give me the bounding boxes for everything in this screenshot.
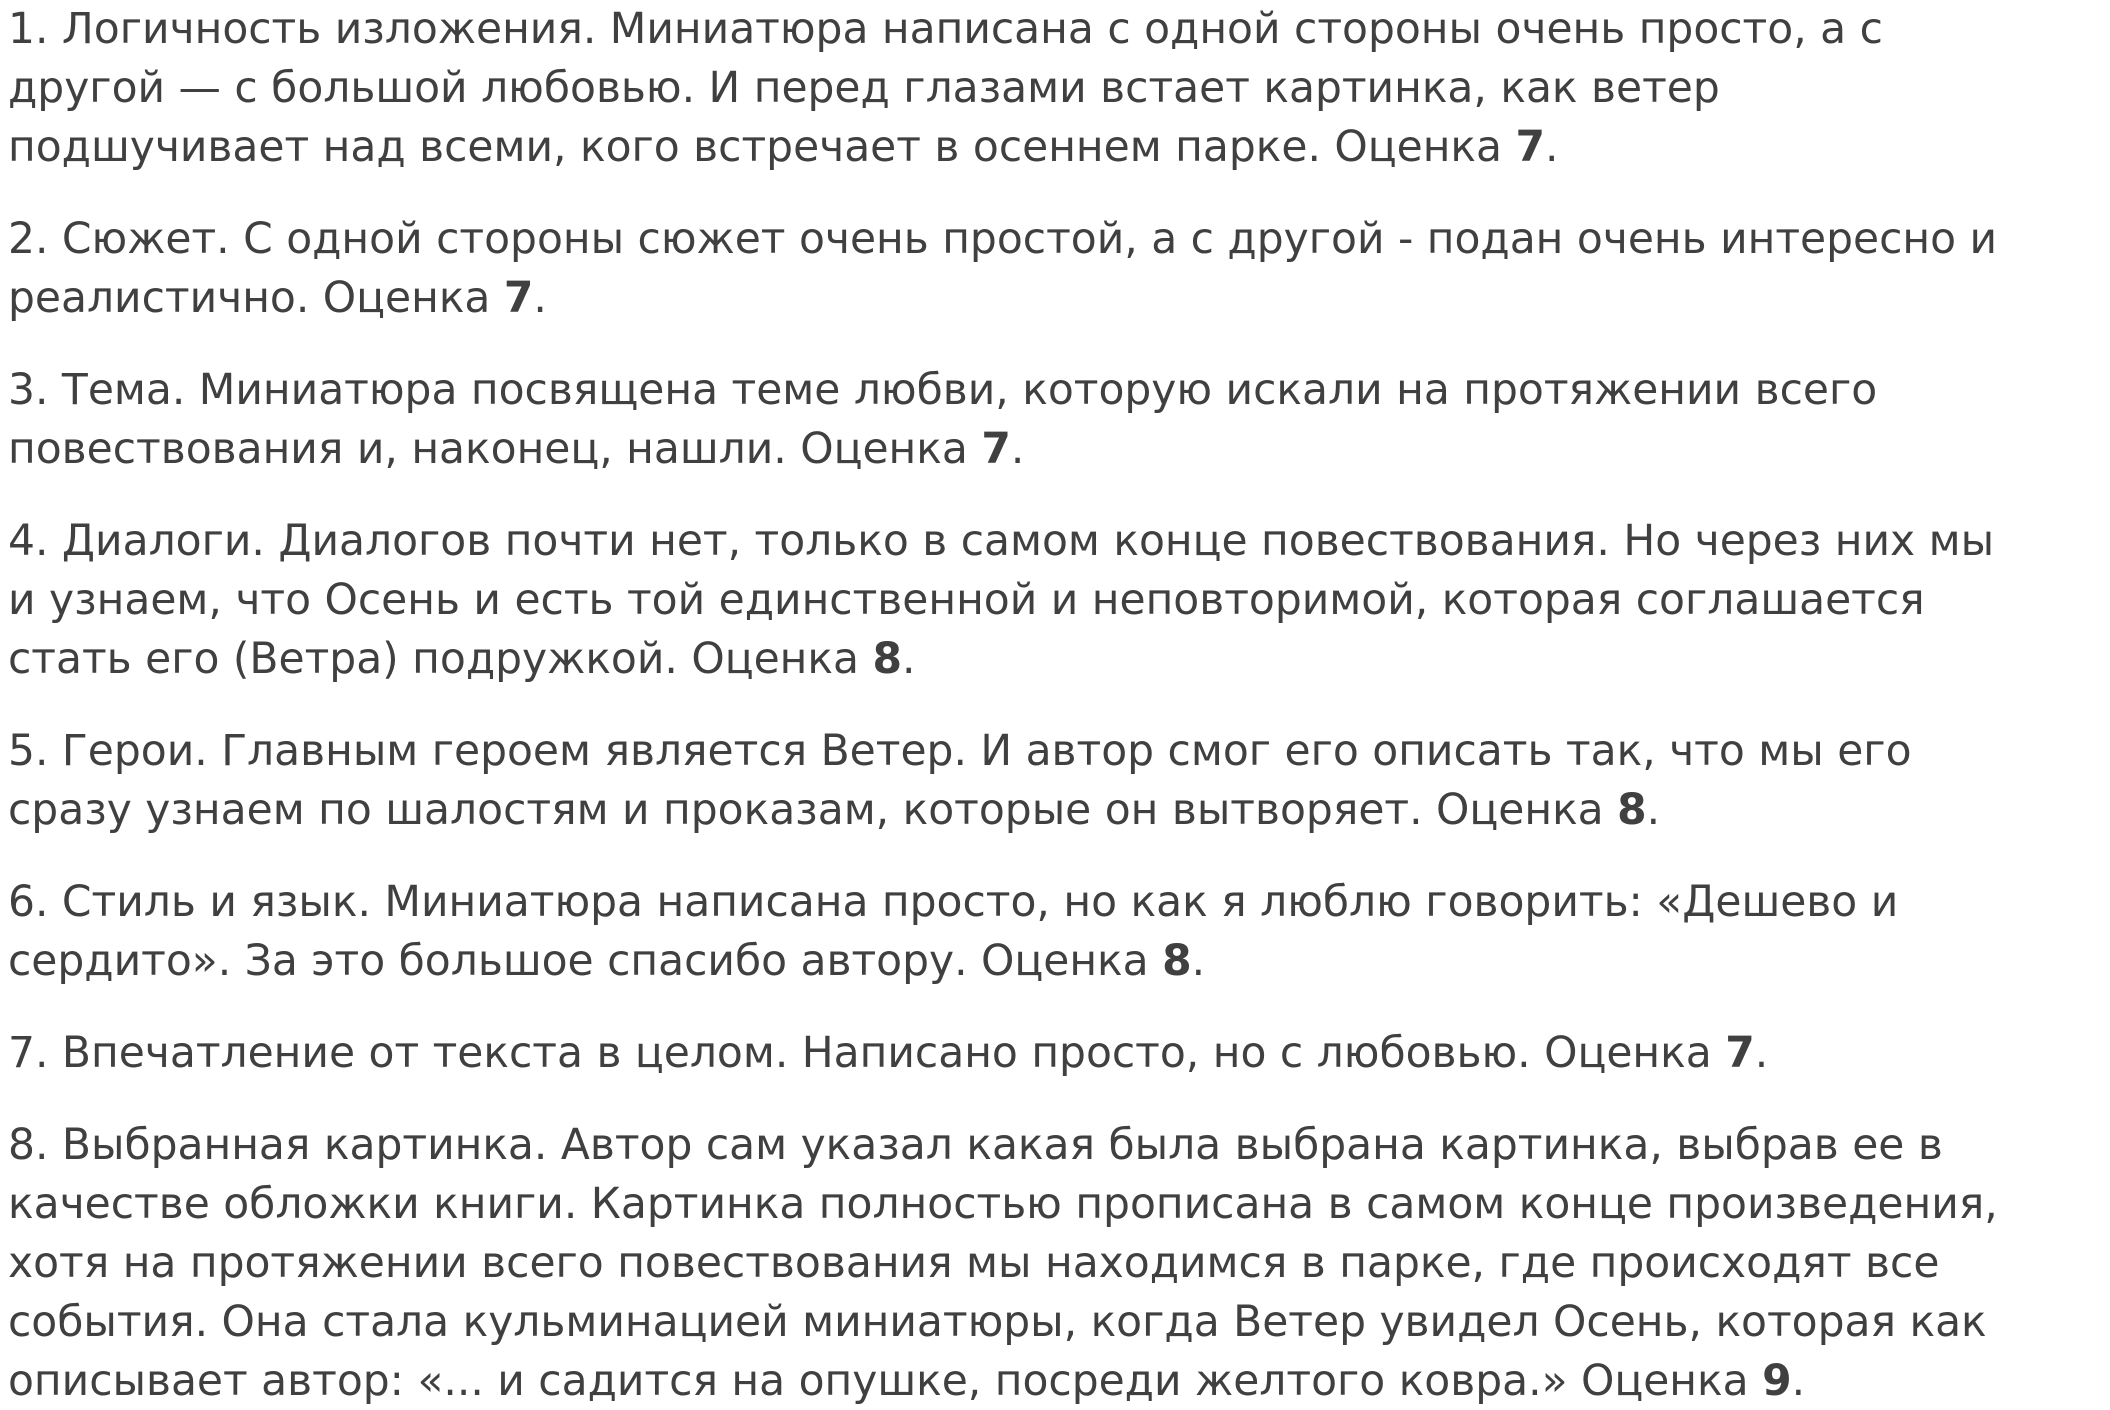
- review-line: и узнаем, что Осень и есть той единственной и неповторимой, которая соглашается: [8, 575, 1925, 624]
- period: .: [901, 634, 916, 683]
- review-line: события. Она стала кульминацией миниатюры, когда Ветер увидел Осень, которая как: [8, 1297, 1987, 1346]
- review-item-heroes: [8, 721, 2110, 839]
- review-line: [8, 419, 2110, 478]
- review-line: 3. Тема. Миниатюра посвящена теме любви, которую искали на протяжении всего: [8, 365, 1878, 414]
- review-line-text: подшучивает над всеми, кого встречает в осеннем парке. Оценка: [8, 122, 1516, 171]
- score-value: 8: [872, 634, 902, 683]
- review-line: [8, 1351, 2110, 1410]
- review-item-picture: [8, 1115, 2110, 1410]
- review-line: [8, 931, 2110, 990]
- review-line: качестве обложки книги. Картинка полностью прописана в самом конце произведения,: [8, 1179, 1998, 1228]
- review-line: [8, 117, 2110, 176]
- review-line: хотя на протяжении всего повествования мы находимся в парке, где происходят все: [8, 1238, 1940, 1287]
- review-line: 6. Стиль и язык. Миниатюра написана просто, но как я люблю говорить: «Дешево и: [8, 877, 1899, 926]
- review-line: 8. Выбранная картинка. Автор сам указал какая была выбрана картинка, выбрав ее в: [8, 1120, 1943, 1169]
- period: .: [1010, 424, 1025, 473]
- score-value: 8: [1617, 785, 1647, 834]
- review-item-logic: [8, 0, 2110, 176]
- score-value: 7: [981, 424, 1011, 473]
- review-line: [8, 780, 2110, 839]
- score-value: 7: [1725, 1028, 1755, 1077]
- period: .: [1791, 1356, 1806, 1405]
- score-value: 7: [503, 273, 534, 322]
- score-value: 8: [1162, 936, 1192, 985]
- review-line: [8, 1023, 2110, 1082]
- review-line: 2. Сюжет. С одной стороны сюжет очень простой, а с другой - подан очень интересно и: [8, 214, 1998, 263]
- review-line: 5. Герои. Главным героем является Ветер. И автор смог его описать так, что мы его: [8, 726, 1912, 775]
- review-line-text: реалистично. Оценка: [8, 273, 504, 322]
- review-line: [8, 268, 2110, 327]
- review-line: [8, 629, 2110, 688]
- review-line: 1. Логичность изложения. Миниатюра написана с одной стороны очень просто, а с: [8, 4, 1883, 53]
- score-value: 7: [1515, 122, 1545, 171]
- review-item-theme: [8, 360, 2110, 478]
- review-line-text: повествования и, наконец, нашли. Оценка: [8, 424, 982, 473]
- review-item-plot: [8, 209, 2110, 327]
- review-line: другой — с большой любовью. И перед глазами встает картинка, как ветер: [8, 63, 1720, 112]
- period: .: [1544, 122, 1559, 171]
- review-item-dialogues: [8, 511, 2110, 688]
- period: .: [533, 273, 547, 322]
- review-line-text: сразу узнаем по шалостям и проказам, которые он вытворяет. Оценка: [8, 785, 1618, 834]
- review-line: 4. Диалоги. Диалогов почти нет, только в самом конце повествования. Но через них мы: [8, 516, 1995, 565]
- review-line-text: 7. Впечатление от текста в целом. Написано просто, но с любовью. Оценка: [8, 1028, 1726, 1077]
- review-item-style: [8, 872, 2110, 990]
- period: .: [1191, 936, 1206, 985]
- review-line-text: описывает автор: «... и садится на опушке, посреди желтого ковра.» Оценка: [8, 1356, 1763, 1405]
- review-item-impression: [8, 1023, 2110, 1082]
- score-value: 9: [1762, 1356, 1792, 1405]
- review-line-text: сердито». За это большое спасибо автору. Оценка: [8, 936, 1163, 985]
- review-line-text: стать его (Ветра) подружкой. Оценка: [8, 634, 873, 683]
- period: .: [1754, 1028, 1769, 1077]
- period: .: [1646, 785, 1661, 834]
